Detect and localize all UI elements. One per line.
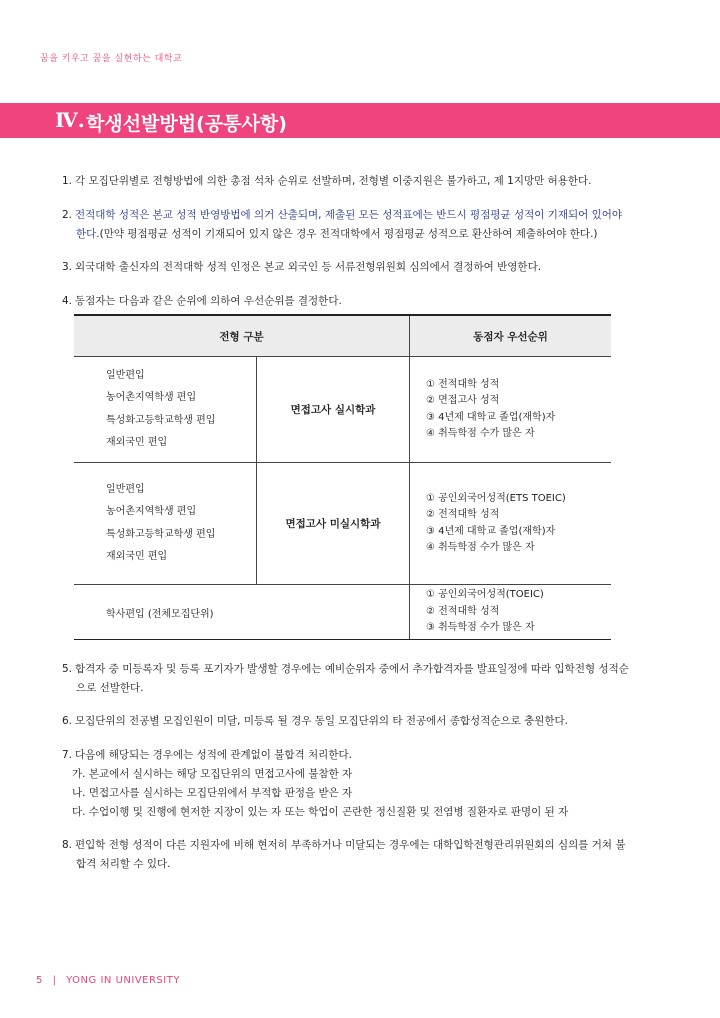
rule-item-7 (62, 746, 642, 822)
item-text-continued: 합격 처리할 수 있다. (76, 858, 171, 870)
interview-method-cell: 면접고사 실시학과 (257, 357, 410, 463)
priority-item: ② 전적대학 성적 (426, 605, 500, 617)
table-row (74, 463, 611, 585)
admission-type-cell: 학사편입 (전체모집단위) (74, 585, 410, 640)
item-text-note: (만약 평점평균 성적이 기재되어 있지 않은 경우 전적대학에서 평점평균 성적으로 환산하여 제출하여야 한다.) (99, 228, 598, 240)
rule-item-4 (62, 292, 642, 311)
priority-item: ② 전적대학 성적 (426, 509, 500, 520)
priority-list-cell (410, 357, 612, 463)
rule-item-2 (62, 206, 642, 244)
item-number: 2. (62, 209, 73, 221)
sub-item: 나. 면접고사를 실시하는 모집단위에서 부적합 판정을 받은 자 (72, 787, 353, 799)
rule-item-3 (62, 258, 642, 277)
page-number: 5 (36, 975, 43, 986)
item-number: 6. (62, 715, 73, 727)
priority-item: ① 전적대학 성적 (426, 378, 500, 390)
admission-type: 재외국민 편입 (106, 437, 168, 448)
item-text-continued: 으로 선발한다. (76, 682, 144, 694)
item-number: 7. (62, 749, 73, 761)
item-text: 합격자 중 미등록자 및 등록 포기자가 발생할 경우에는 예비순위자 중에서 추가합격자를 발표일정에 따라 입학전형 성적순 (75, 663, 629, 675)
table-row (74, 585, 611, 640)
section-number: Ⅳ. (55, 108, 85, 132)
item-number: 4. (62, 295, 73, 307)
item-text: 다음에 해당되는 경우에는 성적에 관계없이 불합격 처리한다. (75, 749, 352, 761)
table-header-priority: 동점자 우선순위 (410, 315, 612, 357)
item-number: 8. (62, 839, 73, 851)
item-number: 3. (62, 261, 73, 273)
admission-type: 농어촌지역학생 편입 (106, 392, 197, 403)
admission-type: 농어촌지역학생 편입 (106, 506, 197, 517)
priority-item: ③ 4년제 대학교 졸업(재학)자 (426, 411, 556, 423)
admission-type: 특성화고등학교학생 편입 (106, 528, 216, 540)
priority-item: ④ 취득학점 수가 많은 자 (426, 542, 535, 553)
priority-item: ③ 4년제 대학교 졸업(재학)자 (426, 525, 556, 537)
admission-type: 재외국민 편입 (106, 551, 168, 562)
table-header-type: 전형 구분 (74, 315, 410, 357)
table-row (74, 357, 611, 463)
sub-item: 가. 본교에서 실시하는 해당 모집단위의 면접고사에 불참한 자 (72, 768, 353, 780)
item-number: 1. (62, 175, 73, 187)
priority-item: ③ 취득학점 수가 많은 자 (426, 622, 535, 634)
tie-break-table (74, 314, 611, 640)
item-text-highlight-end: 한다. (76, 228, 100, 240)
item-text: 외국대학 출신자의 전적대학 성적 인정은 본교 외국인 등 서류전형위원회 심의에서 결정하여 반영한다. (75, 261, 542, 273)
item-text: 편입학 전형 성적이 다른 지원자에 비해 현저히 부족하거나 미달되는 경우에는 대학입학전형관리위원회의 심의를 거쳐 불 (75, 839, 626, 851)
item-text: 각 모집단위별로 전형방법에 의한 총점 석차 순위로 선발하며, 전형별 이중지원은 불가하고, 제 1지망만 허용한다. (75, 175, 592, 187)
item-number: 5. (62, 663, 73, 675)
rule-item-6 (62, 712, 642, 731)
footer-separator: | (52, 975, 57, 986)
item-text-highlight: 전적대학 성적은 본교 성적 반영방법에 의거 산출되며, 제출된 모든 성적표에는 반드시 평점평균 성적이 기재되어 있어야 (75, 209, 623, 221)
rule-item-1 (62, 172, 642, 191)
item-text: 동점자는 다음과 같은 순위에 의하여 우선순위를 결정한다. (75, 295, 342, 307)
priority-list-cell (410, 463, 612, 585)
priority-item: ② 면접고사 성적 (426, 395, 500, 406)
university-name: YONG IN UNIVERSITY (66, 975, 180, 986)
admission-type: 일반편입 (106, 369, 145, 381)
page-footer (36, 975, 180, 986)
admission-types-cell (74, 463, 257, 585)
priority-list-cell (410, 585, 612, 640)
rule-item-5 (62, 660, 642, 698)
interview-method-cell: 면접고사 미실시학과 (257, 463, 410, 585)
section-banner (0, 103, 720, 138)
priority-item: ① 공인외국어성적(ETS TOEIC) (426, 492, 566, 504)
admission-type: 특성화고등학교학생 편입 (106, 414, 216, 426)
admission-type: 일반편입 (106, 483, 145, 495)
sub-item: 다. 수업이행 및 진행에 현저한 지장이 있는 자 또는 학업이 곤란한 정신질환 및 전염병 질환자로 판명이 된 자 (72, 806, 569, 818)
admission-types-cell (74, 357, 257, 463)
section-title: 학생선발방법(공통사항) (86, 113, 287, 135)
rule-item-8 (62, 836, 642, 874)
header-tagline: 꿈을 키우고 꿈을 실현하는 대학교 (40, 54, 183, 64)
priority-item: ① 공인외국어성적(TOEIC) (426, 589, 544, 601)
item-text: 모집단위의 전공별 모집인원이 미달, 미등록 될 경우 동일 모집단위의 타 전공에서 종합성적순으로 충원한다. (75, 715, 569, 727)
priority-item: ④ 취득학점 수가 많은 자 (426, 428, 535, 439)
